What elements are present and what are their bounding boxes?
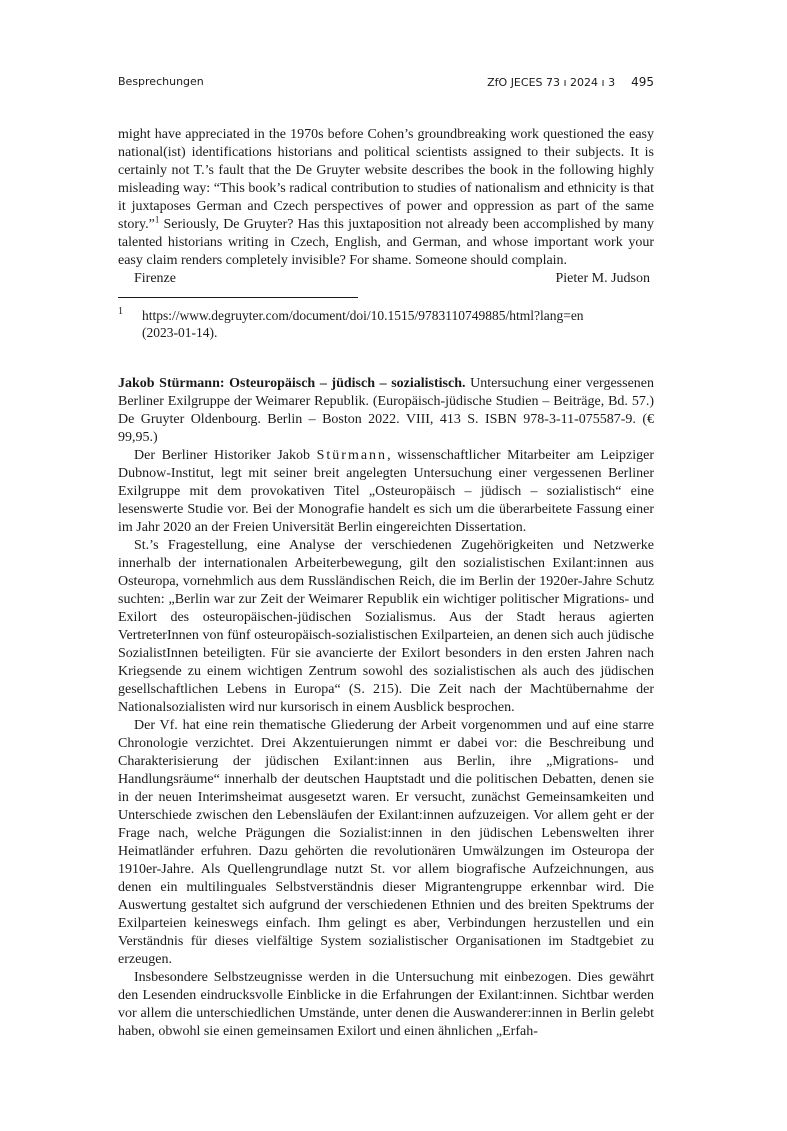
reviewer-name: Pieter M. Judson <box>555 271 650 286</box>
review-paragraph-3: Der Vf. hat eine rein thematische Gliederung der Arbeit vorgenommen und auf eine starre Chronologie verzichtet. Drei Akzentuierungen nimmt er dabei vor: die Beschreibung und Charakterisierung der jüdischen Exilant:innen aus Berlin, ihre „Migrations- und Handlungsräume“ innerhalb der deutschen Hauptstadt und die politischen Debatten, denen sie in der neuen Interimsheimat ausgesetzt waren. Er versucht, zunächst Gemeinsamkeiten und Unterschiede zwischen den Lebensläufen der Exilant:innen aufzuzeigen. Vor allem geht er der Frage nach, welche Prägungen die Sozialist:innen in den jüdischen Lebenswelten ihrer Heimatländer erfuhren. Dazu gehörten die revolutionären Umwälzungen im Osteuropa der 1910er-Jahre. Als Quellengrundlage nutzt St. vor allem biografische Aufzeichnungen, aus denen ein multilinguales Selbstverständnis dieser Migrantengruppe erkennbar wird. Die Auswertung gestaltet sich aufgrund der verschiedenen Ethnien und des breiten Spektrums der Exilparteien keineswegs einfach. Ihm gelingt es aber, Verbindungen herzustellen und ein Verständnis für dieses vielfältige System sozialistischer Organisationen im Stadtgebiet zu erzeugen. <box>118 718 654 967</box>
book-bibliography: Untersuchung einer vergessenen Berliner Exilgruppe der Weimarer Republik. (Europäisch-jüdische Studien – Beiträge, Bd. 57.) De Gruyter Oldenbourg. Berlin – Boston 2022. VIII, 413 S. ISBN 978-3-11-075587-9. (€ 99,95.) <box>118 376 654 445</box>
review-signature <box>118 270 654 288</box>
journal-issue: ZfO JECES 73 ı 2024 ı 3 <box>487 76 616 89</box>
review-paragraph-2: St.’s Fragestellung, eine Analyse der verschiedenen Zugehörigkeiten und Netzwerke innerhalb der internationalen Arbeiterbewegung, gilt den sozialistischen Exilant:innen aus Osteuropa, vornehmlich aus dem Russländischen Reich, die im Berlin der 1920er-Jahre Schutz suchten: „Berlin war zur Zeit der Weimarer Republik ein wichtiger politischer Migrations- und Exilort des osteuropäischen-jüdischen Sozialismus. Aus der Stadt heraus agierten VertreterInnen von fünf osteuropäisch-sozialistischen Exilparteien, an denen sich auch jüdische SozialistInnen beteiligten. Für sie avancierte der Exilort besonders in den ersten Jahren nach Kriegsende zu einem wichtigen Zentrum sowohl des sozialistischen als auch des jüdischen gesellschaftlichen Lebens in Europa“ (S. 215). Die Zeit nach der Machtübernahme der Nationalsozialisten wird nur kursorisch in einem Ausblick besprochen. <box>118 538 654 715</box>
paragraph-text: Seriously, De Gruyter? Has this juxtaposition not already been accomplished by many talented historians writing in Czech, English, and German, and whose important work your easy claim renders completely invisible? For shame. Someone should complain. <box>118 217 654 268</box>
running-header <box>118 75 654 93</box>
signature-place: Firenze <box>134 271 176 286</box>
page-number: 495 <box>631 75 654 89</box>
footnote-url: https://www.degruyter.com/document/doi/10.1515/9783110749885/html?lang=en <box>142 308 584 323</box>
page-body <box>118 126 654 1041</box>
paragraph-text: might have appreciated in the 1970s before Cohen’s groundbreaking work questioned the easy national(ist) identifications historians and political scientists assigned to their subjects. It is certainly not T.’s fault that the De Gruyter website describes the book in the following highly misleading way: “This book’s radical contribution to studies of nationalism and ethnicity is that it juxtaposes German and Czech perspectives of power and oppression as part of the same story.” <box>118 127 654 232</box>
review-heading <box>118 375 654 447</box>
review-paragraph-4: Insbesondere Selbstzeugnisse werden in die Untersuchung mit einbezogen. Dies gewährt den Lesenden eindrucksvolle Einblicke in die Erfahrungen der Exilant:innen. Sichtbar werden vor allem die unterschiedlichen Umstände, unter denen die Auswanderer:innen in Berlin gelebt haben, obwohl sie einen gemeinsamen Exilort und einen ähnlichen „Erfah- <box>118 970 654 1039</box>
journal-info <box>487 75 654 89</box>
book-title: Jakob Stürmann: Osteuropäisch – jüdisch – sozialistisch. <box>118 376 466 391</box>
review-paragraph-1 <box>118 447 654 537</box>
footnote-date: (2023-01-14). <box>142 325 218 340</box>
section-title: Besprechungen <box>118 75 204 88</box>
footnote-marker: 1 <box>154 214 160 225</box>
paragraph-text: Der Berliner Historiker Jakob <box>134 448 317 463</box>
review-continuation-paragraph <box>118 126 654 270</box>
footnote <box>118 307 654 341</box>
footnote-separator <box>118 297 358 298</box>
paragraph-text: , wissenschaftlicher Mitarbeiter am Leipziger Dubnow-Institut, legt mit seiner breit angelegten Untersuchung einer vergessenen Berliner Exilgruppe mit dem provokativen Titel „Osteuropäisch – jüdisch – sozialistisch“ eine lesenswerte Studie vor. Bei der Monografie handelt es sich um die überarbeitete Fassung einer im Jahr 2020 an der Freien Universität Berlin eingereichten Dissertation. <box>118 448 654 535</box>
author-name-spaced: Stürmann <box>316 448 388 463</box>
footnote-number: 1 <box>118 306 123 317</box>
